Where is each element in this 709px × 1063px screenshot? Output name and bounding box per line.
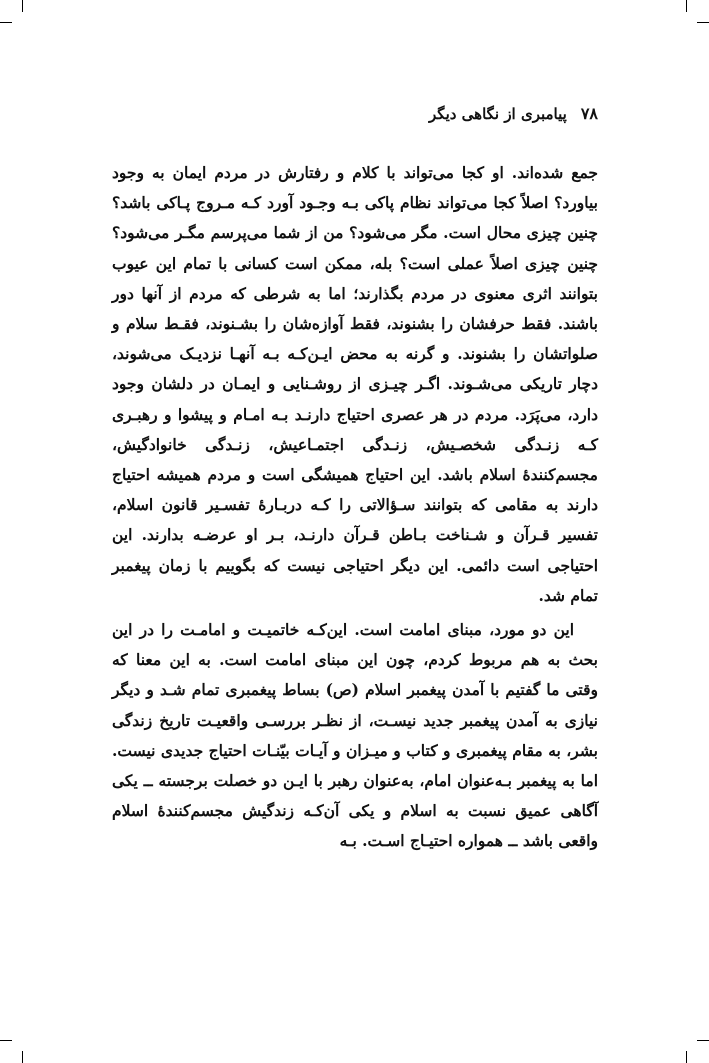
crop-mark-bottom-left bbox=[22, 1051, 23, 1063]
crop-mark-bottom-left bbox=[0, 1040, 12, 1041]
crop-mark-top-right bbox=[686, 0, 687, 12]
page-number: ۷۸ bbox=[580, 104, 598, 123]
running-head bbox=[112, 104, 598, 136]
crop-mark-bottom-right bbox=[686, 1051, 687, 1063]
crop-mark-top-left bbox=[22, 0, 23, 12]
paragraph: این دو مورد، مبنای امامت است. این‌کـه خاتمیـت و امامـت را در این بحث به هم مربوط کردم، چون این مبنای امامت است. به این معنا که وقتی ما گفتیم با آمدن پیغمبر اسلام (ص) بساط پیغمبری تمام شـد و دیگر نیازی به آمدن پیغمبر جدید نیسـت، از نظـر بررسـی واقعیـت تاریخ زندگی بشر، به مقام پیغمبری و کتاب و میـزان و آیـات بیّنـات احتیاج جدیدی نیست. اما به پیغمبر بـه‌عنوان امام، به‌عنوان رهبر با ایـن دو خصلت برجسته ــ یکی آگاهی عمیق نسبت به اسلام و یکی آن‌کـه زندگیش مجسم‌کنندهٔ اسلام واقعی باشد ــ همواره احتیـاج اسـت. بـه bbox=[112, 620, 598, 851]
crop-mark-top-right bbox=[697, 22, 709, 23]
paragraph: جمع شده‌اند. او کجا می‌تواند با کلام و رفتارش در مردم ایمان به وجود بیاورد؟ اصلاً کجا می‌تواند نظام پاکی بـه وجـود آورد کـه مـروج پـاکی باشد؟ چنین چیزی محال است. مگر می‌شود؟ من از شما می‌پرسم مگـر می‌شود؟ چنین چیزی اصلاً عملی است؟ بله، ممکن است کسانی با تمام این عیوب بتوانند اثری معنوی در مردم بگذارند؛ اما به شرطی که مردم از آنها دور باشند. فقط حرفشان را بشنوند، فقط آوازه‌شان را بشـنوند، فقـط سلام و صلواتشان را بشنوند. و گرنه به محض ایـن‌کـه بـه آنهـا نزدیـک می‌شوند، دچار تاریکی می‌شـوند. اگـر چیـزی از روشـنایی و ایمـان در دلشان وجود دارد، می‌پَرَد. مردم در هر عصری احتیاج دارنـد بـه امـام و پیشوا و رهبـری کـه زنـدگی شخصـیش، زنـدگی اجتمـاعیش، زنـدگی خانوادگیش، مجسم‌کنندهٔ اسلام باشد. این احتیاج همیشگی است و مردم همیشه احتیاج دارند به مقامی که بتوانند سـؤالاتی را کـه دربـارهٔ تفسـیر قانون اسلام، تفسیر قـرآن و شـناخت بـاطن قـرآن دارنـد، بـر او عرضـه بدارند. این احتیاجی است دائمی. این دیگر احتیاجی نیست که بگوییم با زمان پیغمبر تمام شد. bbox=[112, 163, 598, 605]
body-text bbox=[112, 158, 598, 857]
crop-mark-top-left bbox=[0, 22, 12, 23]
crop-mark-bottom-right bbox=[697, 1040, 709, 1041]
running-title: پیامبری از نگاهی دیگر bbox=[429, 105, 567, 123]
book-page bbox=[112, 104, 598, 964]
